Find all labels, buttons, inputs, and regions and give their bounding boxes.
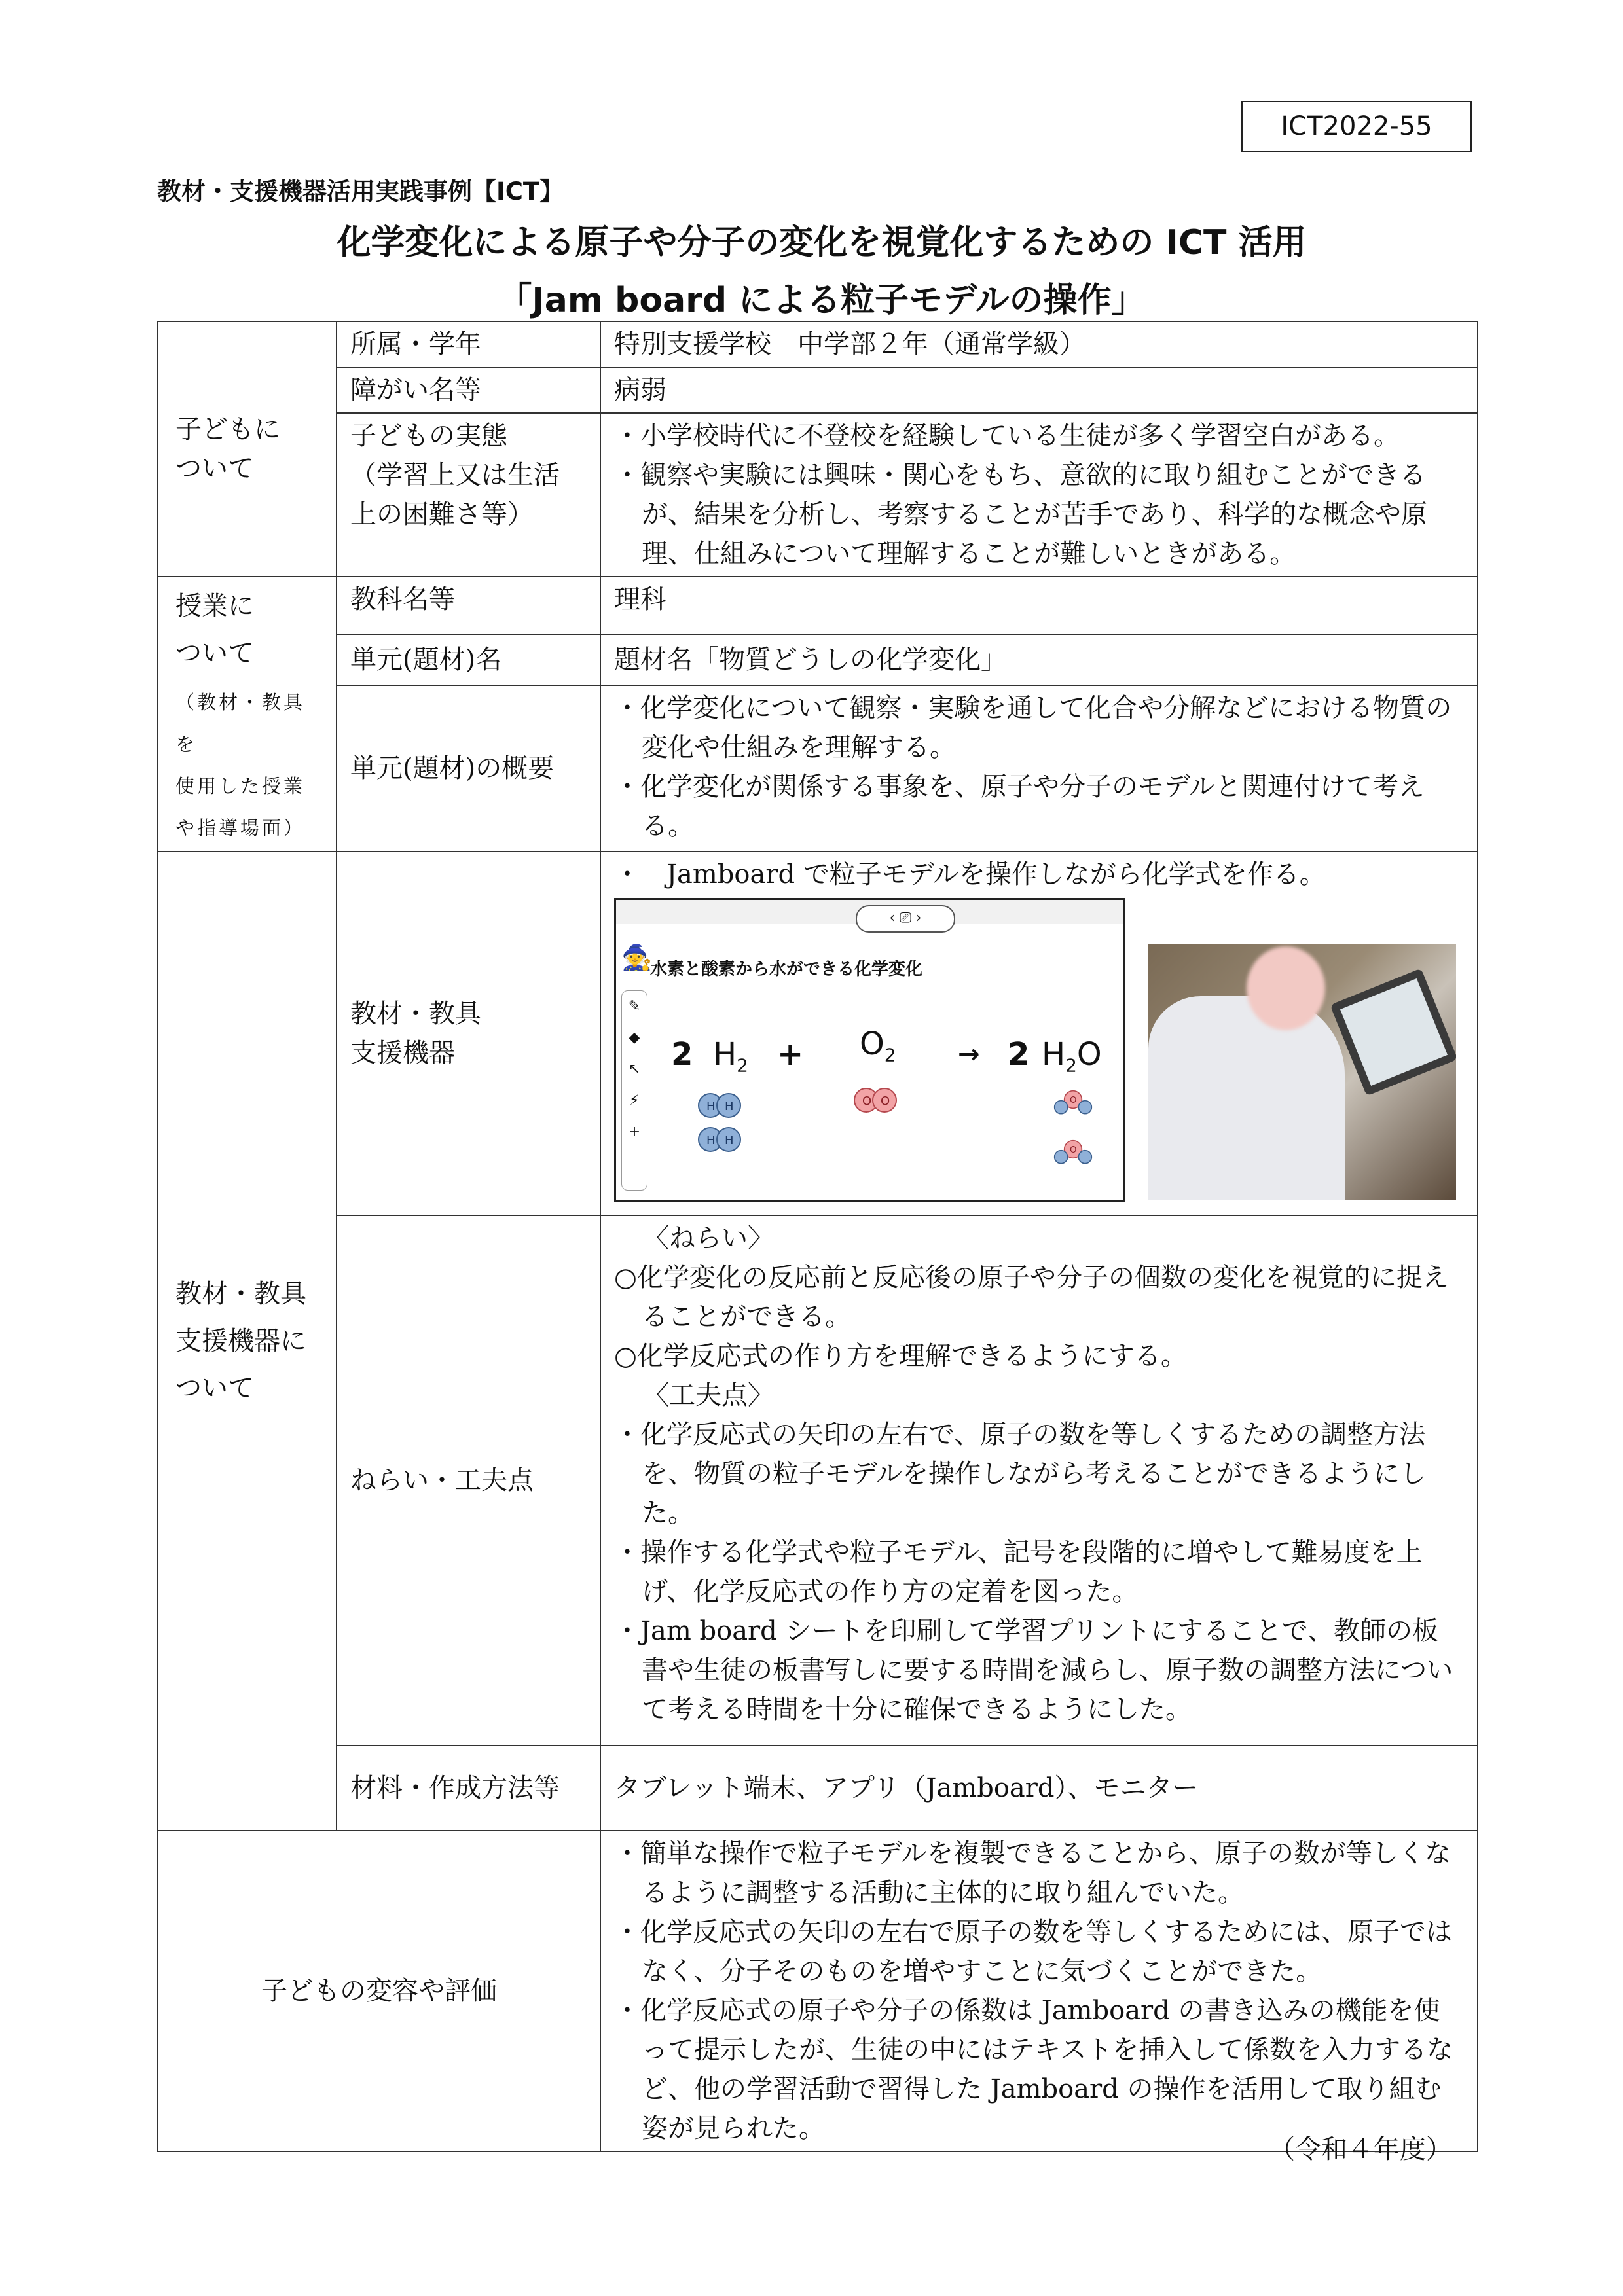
fiscal-year: （令和４年度） [1269,2134,1452,2164]
list-item: ・小学校時代に不登校を経験している生徒が多く学習空白がある。 [614,421,1400,451]
section-child-label [158,321,337,577]
list-item: ・化学反応式の矢印の左右で、原子の数を等しくするための調整方法を、物質の粒子モデルを操作しながら考えることができるようにした。 [614,1420,1426,1528]
table-row [158,321,1478,367]
table-row [158,685,1478,852]
page-title: 化学変化による原子や分子の変化を視覚化するための ICT 活用 [337,223,1307,262]
table-row [158,367,1478,413]
list-item: ・観察や実験には興味・関心をもち、意欲的に取り組むことができるが、結果を分析し、考察することが苦手であり、科学的な概念や原理、仕組みについて理解することが難しいときがある。 [614,460,1427,569]
list-item: ・化学反応式の原子や分子の係数は Jamboard の書き込みの機能を使って提示したが、生徒の中にはテキストを挿入して係数を入力するなど、他の学習活動で習得した Jamboard の操作を活用して取り組む姿が見られた。 [614,1996,1453,2144]
laser-icon: ⚡ [629,1092,640,1109]
svg-text:H: H [706,1100,716,1113]
jamboard-heading: 水素と酸素から水ができる化学変化 [650,960,923,979]
row-value [600,1831,1478,2151]
row-label: 教科名等 [337,577,600,634]
list-item: ・操作する化学式や粒子モデル、記号を段階的に増やして難易度を上げ、化学反応式の作り方の定着を図った。 [614,1537,1423,1607]
section-lesson-label [158,577,337,852]
equation-plus: + [777,1036,804,1073]
ideas-heading: 〈工夫点〉 [643,1380,774,1410]
list-item: ○化学反応式の作り方を理解できるようにする。 [614,1341,1187,1371]
list-item: ・化学変化が関係する事象を、原子や分子のモデルと関連付けて考える。 [614,772,1425,841]
equation-water [1042,1035,1102,1086]
equation-coefficient: 2 [1008,1036,1030,1073]
label-line: 子どもに [175,414,280,444]
table-row [158,1215,1478,1746]
label-note: や指導場面） [175,817,306,839]
svg-text:H: H [706,1134,716,1147]
category-label: 教材・支援機器活用実践事例【ICT】 [157,177,564,206]
row-value: タブレット端末、アプリ（Jamboard）、モニター [600,1746,1478,1831]
photo-blurred-face [1247,946,1325,1030]
label-line: 授業に [175,591,254,621]
row-label: 単元(題材)の概要 [337,685,600,852]
student-photo [1148,944,1456,1200]
water-molecule-icon [1049,1139,1097,1166]
subscript: 2 [1065,1054,1077,1077]
tool-description: ・ Jamboard で粒子モデルを操作しながら化学式を作る。 [614,859,1326,889]
hydrogen-molecule-icon [696,1092,743,1119]
subscript: 2 [737,1054,748,1077]
list-item: ・化学変化について観察・実験を通して化合や分解などにおける物質の変化や仕組みを理解する。 [614,693,1452,762]
label-line: ついて [175,638,254,668]
row-label: 材料・作成方法等 [337,1746,600,1831]
pen-icon: ✎ [628,998,641,1014]
jamboard-screenshot [614,898,1125,1202]
label-line: 子どもの実態 [350,421,507,451]
hydrogen-molecule-icon [696,1126,743,1153]
list-item: ・化学反応式の矢印の左右で原子の数を等しくするためには、原子ではなく、分子そのものを増やすことに気づくことができた。 [614,1917,1452,1986]
jamboard-toolbar [621,990,647,1191]
row-label: 障がい名等 [337,367,600,413]
equation-coefficient: 2 [671,1036,693,1073]
list-item: ・簡単な操作で粒子モデルを複製できることから、原子の数が等しくなるように調整する活動に主体的に取り組んでいた。 [614,1839,1451,1908]
list-item: ○化学変化の反応前と反応後の原子や分子の個数の変化を視覚的に捉えることができる。 [614,1263,1449,1332]
label-note: 使用した授業 [175,775,306,797]
section-materials-label [158,852,337,1831]
row-value [600,685,1478,852]
row-value [600,413,1478,577]
label-note: （教材・教具を [175,691,306,755]
photo-student-body [1148,996,1345,1200]
label-line: 教材・教具 [175,1279,306,1309]
row-label: 単元(題材)名 [337,634,600,685]
add-icon: + [628,1124,641,1140]
table-row [158,1831,1478,2151]
row-label [337,413,600,577]
equation-oxygen [860,1024,896,1075]
row-value: 病弱 [600,367,1478,413]
select-icon: ↖ [628,1061,641,1077]
frame-navigator: ‹ ⎚ › [856,905,955,933]
table-row [158,413,1478,577]
page-subtitle: 「Jam board による粒子モデルの操作」 [498,281,1146,320]
symbol: H [1042,1036,1066,1073]
row-label: ねらい・工夫点 [337,1215,600,1746]
section-eval-label: 子どもの変容や評価 [158,1831,600,2151]
label-line: 教材・教具 [350,999,481,1029]
row-label [337,852,600,1215]
row-label: 所属・学年 [337,321,600,367]
svg-text:O: O [1070,1145,1077,1155]
equation-arrow: → [958,1039,980,1069]
document-id: ICT2022-55 [1241,101,1472,152]
svg-text:O: O [862,1094,872,1108]
equation-hydrogen [713,1035,748,1086]
table-row [158,852,1478,1215]
table-row [158,577,1478,634]
list-item: ・Jam board シートを印刷して学習プリントにすることで、教師の板書や生徒の板書写しに要する時間を減らし、原子数の調整方法について考える時間を十分に確保できるようにした。 [614,1616,1453,1725]
label-line: 支援機器 [350,1038,455,1068]
case-table [157,321,1478,2152]
label-line: （学習上又は生活 [350,460,560,490]
oxygen-molecule-icon [852,1087,899,1113]
label-line: 上の困難さ等） [350,499,534,529]
symbol: O [1076,1036,1102,1073]
water-molecule-icon [1049,1090,1097,1116]
label-line: 支援機器に [175,1326,306,1356]
row-value [600,1215,1478,1746]
row-value: 特別支援学校 中学部２年（通常学級） [600,321,1478,367]
photo-tablet-screen [1340,978,1448,1086]
svg-text:O: O [881,1094,890,1108]
photo-tablet [1330,968,1456,1096]
svg-text:H: H [725,1100,734,1113]
label-line: ついて [175,1373,254,1403]
media-row [614,898,1464,1202]
label-line: ついて [175,454,254,484]
subscript: 2 [884,1044,896,1066]
wizard-icon: 🧙 [621,943,653,972]
svg-text:H: H [725,1134,734,1147]
row-value: 理科 [600,577,1478,634]
table-row [158,1746,1478,1831]
row-value [600,852,1478,1215]
symbol: H [713,1036,737,1073]
symbol: O [860,1026,884,1062]
row-value: 題材名「物質どうしの化学変化」 [600,634,1478,685]
svg-text:O: O [1070,1096,1077,1105]
eraser-icon: ◆ [629,1030,640,1046]
aims-heading: 〈ねらい〉 [643,1223,774,1253]
table-row [158,634,1478,685]
